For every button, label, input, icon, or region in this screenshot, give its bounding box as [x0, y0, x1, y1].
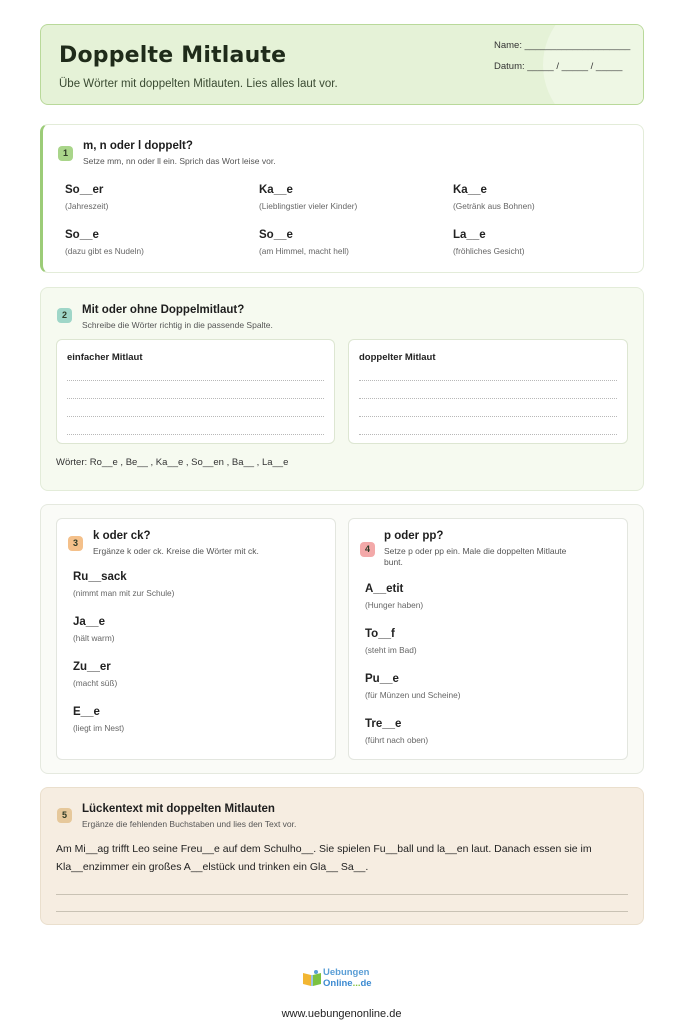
- book-icon: [302, 969, 322, 987]
- writing-line[interactable]: [359, 380, 617, 381]
- footer-url[interactable]: www.uebungenonline.de: [281, 1008, 402, 1020]
- worksheet-header: [40, 24, 644, 105]
- exercise-word[interactable]: Ru__sack: [73, 571, 127, 583]
- section-4-desc: Setze p oder pp ein. Male die doppelten Mitlaute bunt.: [384, 546, 567, 567]
- writing-line[interactable]: [67, 416, 324, 417]
- cloze-text-line-1[interactable]: Am Mi__ag trifft Leo seine Freu__e auf dem Schulho__. Sie spielen Fu__ball und la__en laut. Danach essen sie im: [56, 843, 592, 855]
- writing-line[interactable]: [67, 434, 324, 435]
- section-2-badge: 2: [57, 308, 72, 323]
- exercise-word[interactable]: Ka__e: [259, 184, 293, 196]
- section-4-badge: 4: [360, 542, 375, 557]
- column-label: einfacher Mitlaut: [67, 352, 143, 363]
- section-3-title: k oder ck?: [93, 530, 151, 542]
- column-double-consonant[interactable]: [348, 339, 628, 444]
- writing-line[interactable]: [67, 380, 324, 381]
- exercise-hint: (führt nach oben): [365, 735, 429, 745]
- writing-line[interactable]: [67, 398, 324, 399]
- exercise-hint: (Jahreszeit): [65, 201, 109, 211]
- exercise-word[interactable]: To__f: [365, 628, 395, 640]
- logo-text-bottom: Online...de: [323, 978, 372, 989]
- exercise-word[interactable]: So__er: [65, 184, 104, 196]
- section-1-title: m, n oder l doppelt?: [83, 140, 193, 152]
- page-title: Doppelte Mitlaute: [59, 43, 287, 68]
- section-1-desc: Setze mm, nn oder ll ein. Sprich das Wort leise vor.: [83, 156, 276, 166]
- writing-line[interactable]: [359, 416, 617, 417]
- exercise-hint: (Getränk aus Bohnen): [453, 201, 535, 211]
- exercise-word[interactable]: A__etit: [365, 583, 404, 595]
- section-5-title: Lückentext mit doppelten Mitlauten: [82, 803, 275, 815]
- exercise-hint: (Hunger haben): [365, 600, 424, 610]
- page-subtitle: Übe Wörter mit doppelten Mitlauten. Lies alles laut vor.: [59, 78, 338, 90]
- exercise-hint: (fröhliches Gesicht): [453, 246, 525, 256]
- exercise-word[interactable]: Ka__e: [453, 184, 487, 196]
- exercise-hint: (für Münzen und Scheine): [365, 690, 461, 700]
- exercise-hint: (Lieblingstier vieler Kinder): [259, 201, 358, 211]
- writing-line[interactable]: [56, 911, 628, 912]
- cloze-text-line-2[interactable]: Kla__enzimmer ein großes A__elstück und trinken ein Gla__ Sa__.: [56, 861, 369, 873]
- date-field[interactable]: Datum: _____ / _____ / _____: [494, 61, 623, 72]
- exercise-hint: (liegt im Nest): [73, 723, 125, 733]
- exercise-word[interactable]: Pu__e: [365, 673, 399, 685]
- exercise-hint: (steht im Bad): [365, 645, 417, 655]
- section-4-title: p oder pp?: [384, 530, 444, 542]
- section-5-desc: Ergänze die fehlenden Buchstaben und lies den Text vor.: [82, 819, 297, 829]
- word-list: Wörter: Ro__e , Be__ , Ka__e , So__en , Ba__ , La__e: [56, 457, 289, 468]
- exercise-word[interactable]: Tre__e: [365, 718, 402, 730]
- exercise-word[interactable]: E__e: [73, 706, 100, 718]
- exercise-word[interactable]: La__e: [453, 229, 486, 241]
- exercise-hint: (dazu gibt es Nudeln): [65, 246, 144, 256]
- column-single-consonant[interactable]: [56, 339, 335, 444]
- exercise-word[interactable]: Zu__er: [73, 661, 111, 673]
- exercise-hint: (nimmt man mit zur Schule): [73, 588, 175, 598]
- section-3-badge: 3: [68, 536, 83, 551]
- writing-line[interactable]: [359, 434, 617, 435]
- exercise-hint: (macht süß): [73, 678, 118, 688]
- section-5-badge: 5: [57, 808, 72, 823]
- site-logo: [302, 967, 382, 991]
- exercise-word[interactable]: So__e: [259, 229, 293, 241]
- exercise-hint: (am Himmel, macht hell): [259, 246, 349, 256]
- writing-line[interactable]: [359, 398, 617, 399]
- section-2-title: Mit oder ohne Doppelmitlaut?: [82, 304, 245, 316]
- exercise-hint: (hält warm): [73, 633, 115, 643]
- section-3-desc: Ergänze k oder ck. Kreise die Wörter mit ck.: [93, 546, 259, 556]
- column-label: doppelter Mitlaut: [359, 352, 436, 363]
- logo-text-top: Uebungen: [323, 967, 370, 978]
- exercise-word[interactable]: So__e: [65, 229, 99, 241]
- exercise-word[interactable]: Ja__e: [73, 616, 105, 628]
- section-2-desc: Schreibe die Wörter richtig in die passende Spalte.: [82, 320, 273, 330]
- section-1-badge: 1: [58, 146, 73, 161]
- writing-line[interactable]: [56, 894, 628, 895]
- name-field[interactable]: Name: ____________________: [494, 40, 631, 51]
